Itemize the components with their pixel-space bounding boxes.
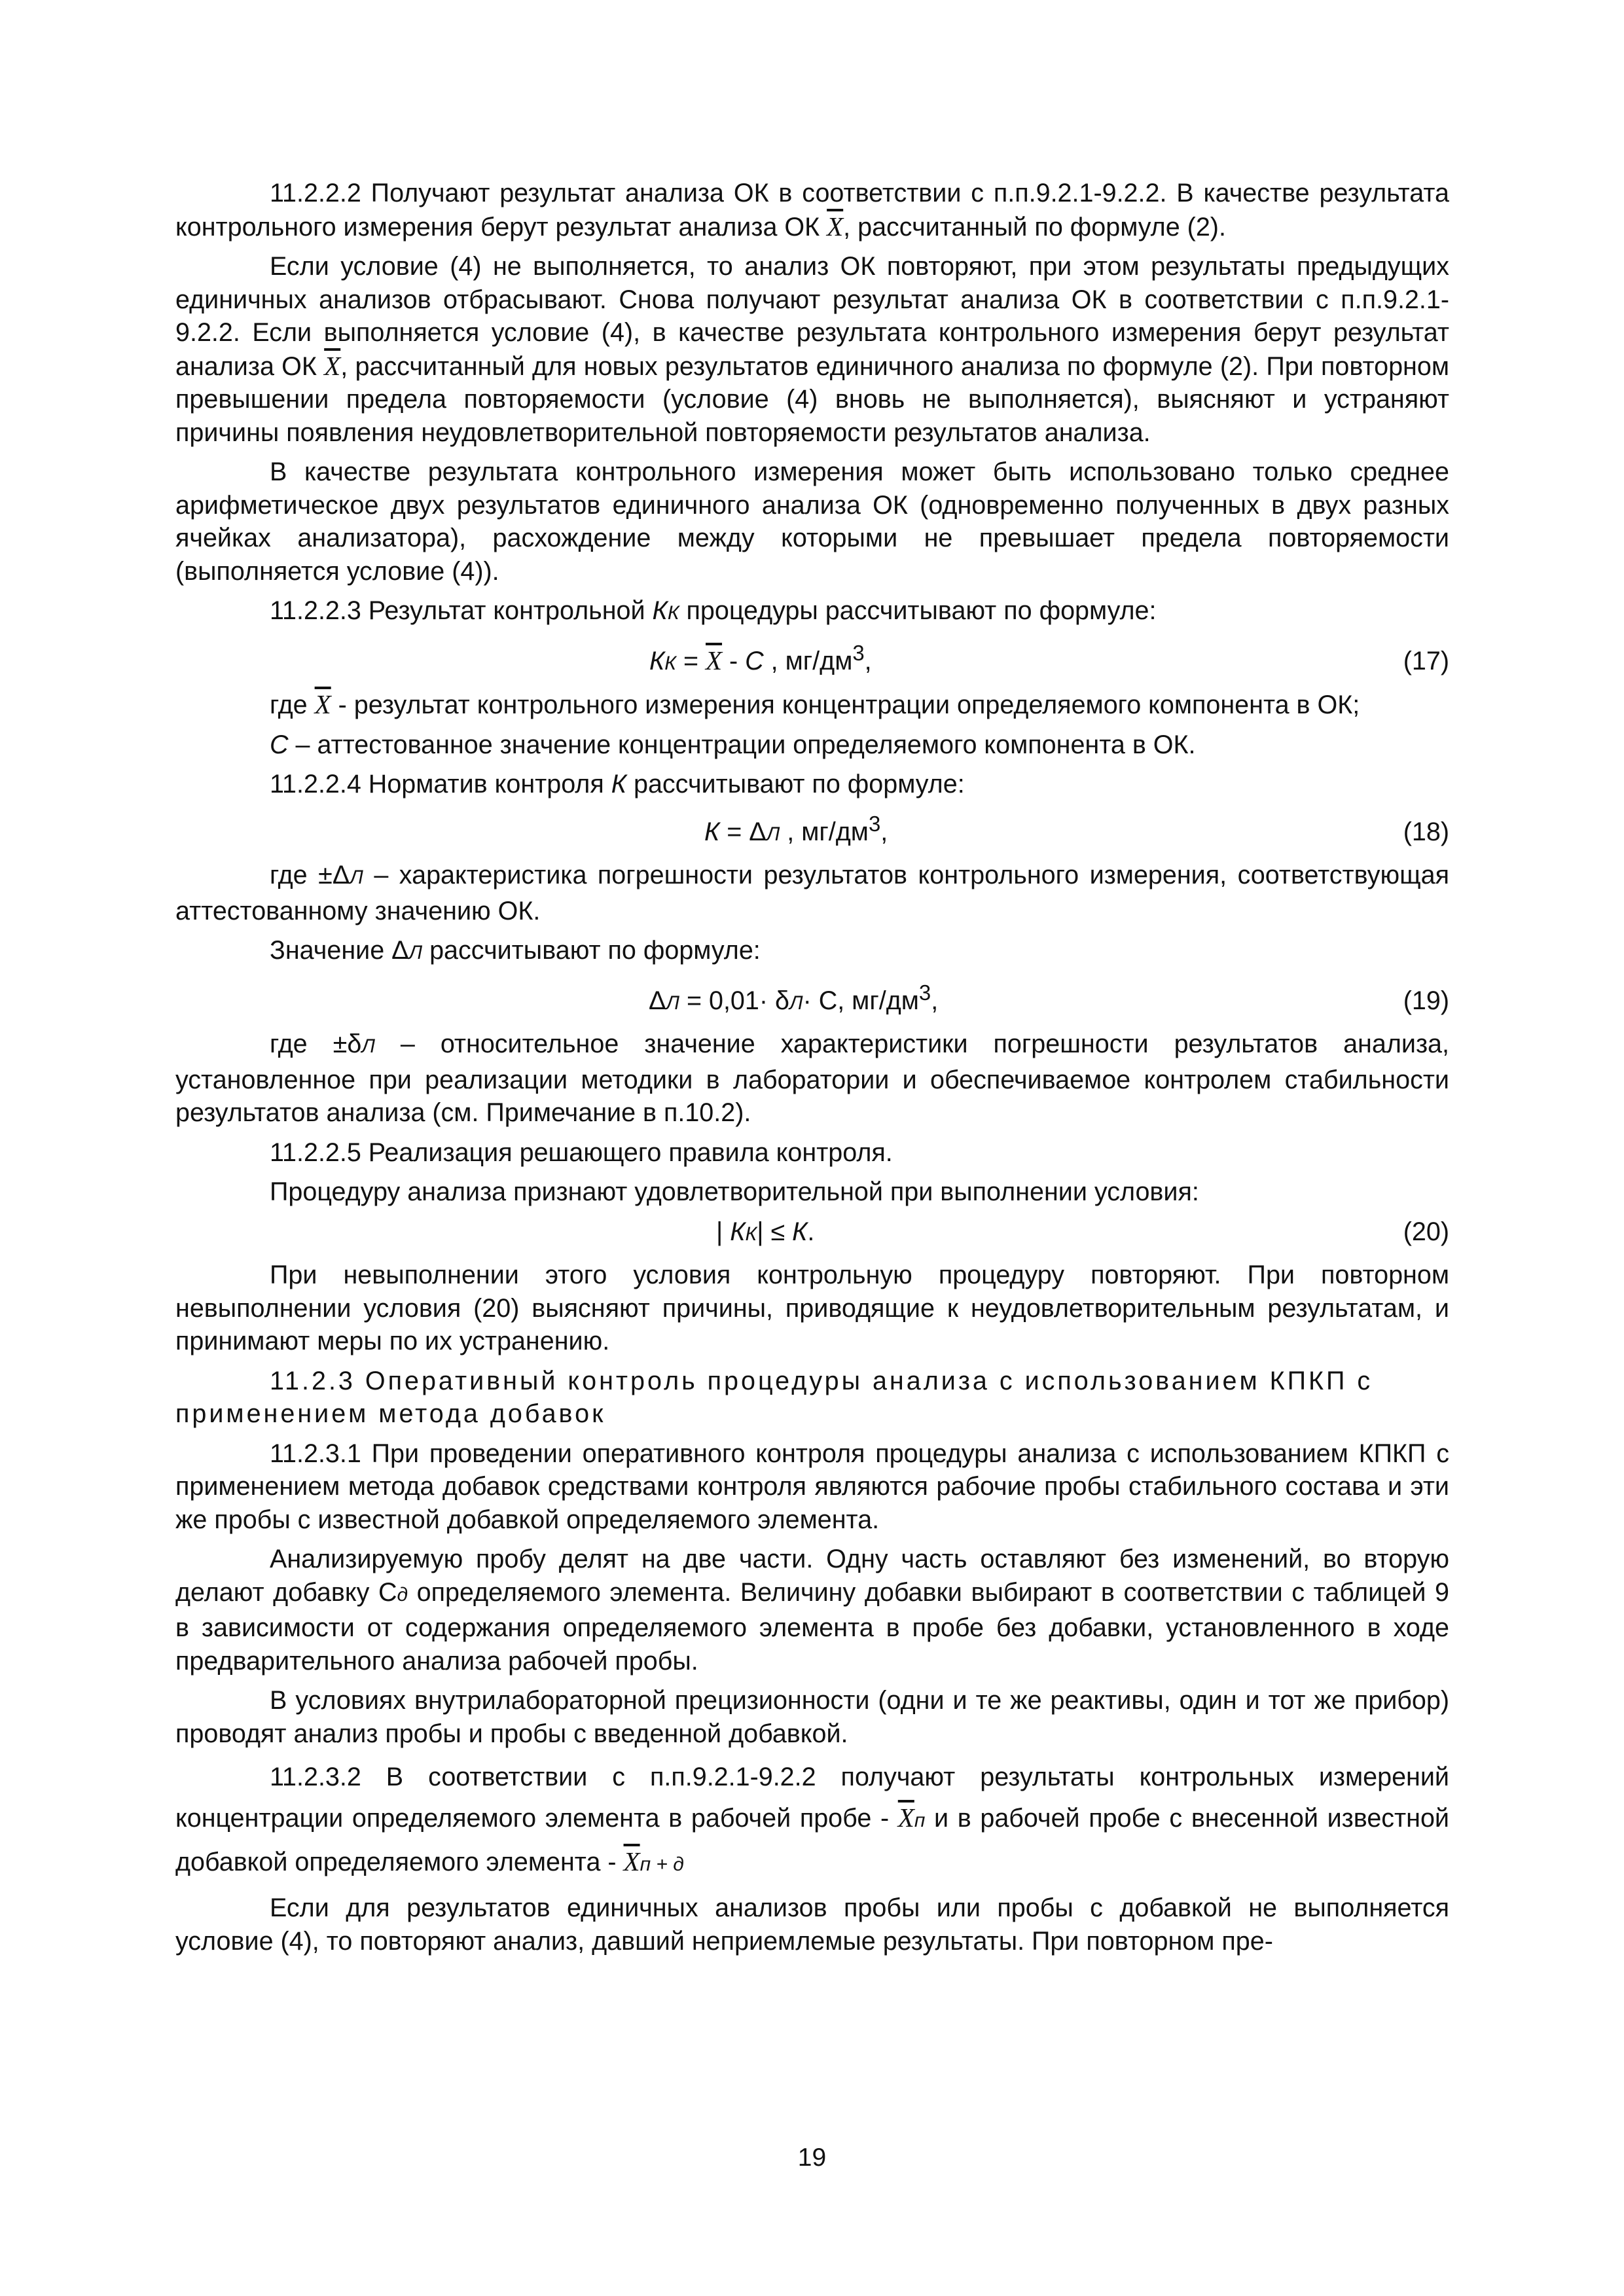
formula-20: | КК| ≤ К. (20) (175, 1215, 1449, 1251)
paragraph-11-2-2-5: 11.2.2.5 Реализация решающего правила контроля. (270, 1138, 893, 1167)
formula-number: (19) (1403, 986, 1449, 1015)
paragraph-failed-condition: При невыполнении этого условия контрольную процедуру повторяют. При повторном невыполнении условия (20) выясняют причины, приводящие к неудовлетворительным результатам, и принимают меры по их устранению. (175, 1261, 1449, 1356)
formula-number: (18) (1403, 817, 1449, 846)
paragraph-repeat-condition: Если условие (4) не выполняется, то анализ ОК повторяют, при этом результаты предыдущих единичных анализов отбрасывают. Снова получают результат анализа ОК в соответствии с п.п.9.2.1-9.2.2. Если выполняется условие (4), в качестве результата контрольного измерения берут результат анализа ОК $\overline{X}$, рассчитанный для новых результатов единичного анализа по формуле (2). При повторном превышении предела повторяемости (условие (4) вновь не выполняется), выясняют и устраняют причины появления неудовлетворительной повторяемости результатов анализа. (175, 252, 1449, 447)
document-page (175, 177, 1449, 1964)
formula-19: ΔЛ = 0,01· δЛ· С, $мг/дм^3$, (19) (175, 977, 1449, 1020)
paragraph-11-2-2-3: 11.2.2.3 Результат контрольной КК процедуры рассчитывают по формуле: (270, 596, 1157, 625)
paragraph-11-2-2-4: 11.2.2.4 Норматив контроля К рассчитывают по формуле: (270, 770, 965, 799)
paragraph-11-2-2-2: 11.2.2.2 Получают результат анализа ОК в соответствии с п.п.9.2.1-9.2.2. В качестве результата контрольного измерения берут результат анализа ОК $\overline{X}$, рассчитанный по формуле (2). (175, 179, 1449, 242)
paragraph-delta-definition: где ±ΔЛ – характеристика погрешности результатов контрольного измерения, соответствующая аттестованному значению ОК. (175, 861, 1449, 925)
paragraph-repeat-analysis: Если для результатов единичных анализов пробы или пробы с добавкой не выполняется условие (4), то повторяют анализ, давший неприемлемые результаты. При повторном пре- (175, 1893, 1449, 1956)
paragraph-sample-split: Анализируемую пробу делят на две части. Одну часть оставляют без изменений, во вторую делают добавку Сд определяемого элемента. Величину добавки выбирают в соответствии с таблицей 9 в зависимости от содержания определяемого элемента в пробе без добавки, установленного в ходе предварительного анализа рабочей пробы. (175, 1545, 1449, 1676)
paragraph-11-2-3-1: 11.2.3.1 При проведении оперативного контроля процедуры анализа с использованием КПКП с применением метода добавок средствами контроля являются рабочие пробы стабильного состава и эти же пробы с известной добавкой определяемого элемента. (175, 1439, 1449, 1534)
paragraph-procedure-condition: Процедуру анализа признают удовлетворительной при выполнении условия: (270, 1177, 1199, 1207)
section-heading-11-2-3: 11.2.3 Оперативный контроль процедуры анализа с использованием КПКП с применением метода добавок (175, 1366, 1373, 1429)
formula-18: К = ΔЛ , $мг/дм^3$, (18) (175, 808, 1449, 852)
formula-number: (17) (1403, 646, 1449, 675)
paragraph-mean-result: В качестве результата контрольного измерения может быть использовано только среднее арифметическое двух результатов единичного анализа ОК (одновременно полученных в двух разных ячейках анализатора), расхождение между которыми не превышает предела повторяемости (выполняется условие (4)). (175, 457, 1449, 586)
formula-number: (20) (1403, 1217, 1449, 1246)
paragraph-delta-value: Значение ΔЛ рассчитывают по формуле: (270, 936, 761, 965)
paragraph-precision-conditions: В условиях внутрилабораторной прецизионности (одни и те же реактивы, один и тот же прибор) проводят анализ пробы и пробы с введенной добавкой. (175, 1686, 1449, 1748)
paragraph-11-2-3-2: 11.2.3.2 В соответствии с п.п.9.2.1-9.2.2 получают результаты контрольных измерений концентрации определяемого элемента в рабочей пробе - $\overline{X}п$ и в рабочей пробе с внесенной известной добавкой определяемого элемента - $\overline{X}п + д$ (175, 1763, 1449, 1877)
paragraph-where-x: где $\overline{X}$ - результат контрольного измерения концентрации определяемого компонента в ОК; (270, 689, 1360, 720)
mean-x-symbol: $\overline{X}$ (314, 689, 331, 720)
page-number: 19 (797, 2144, 827, 2172)
formula-17: КК = $\overline{X}$ - С , $мг/дм^3$, (17) (175, 637, 1449, 681)
paragraph-c-definition: С – аттестованное значение концентрации определяемого компонента в ОК. (270, 730, 1196, 759)
mean-x-symbol: $\overline{X}$ (324, 350, 341, 381)
mean-x-symbol: $\overline{X}$ (827, 211, 844, 242)
paragraph-delta-relative: где ±δЛ – относительное значение характеристики погрешности результатов анализа, установленное при реализации методики в лаборатории и обеспечиваемое контролем стабильности результатов анализа (см. Примечание в п.10.2). (175, 1030, 1449, 1128)
